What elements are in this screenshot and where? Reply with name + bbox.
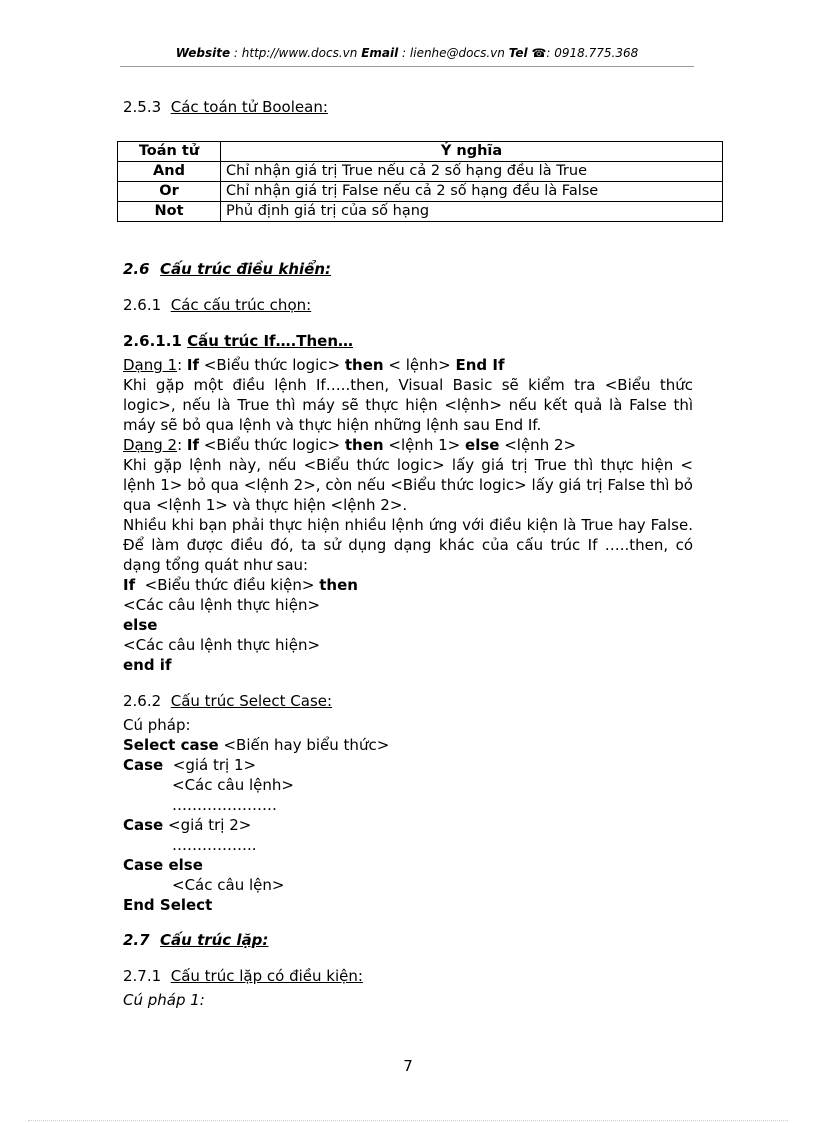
page-bottom-border bbox=[28, 1120, 788, 1121]
table-row bbox=[118, 202, 723, 222]
syntax-label: Cú pháp: bbox=[123, 716, 191, 734]
code-else-line: else bbox=[123, 616, 158, 634]
case-else-statements-line: <Các câu lện> bbox=[172, 876, 285, 894]
select-case-line: Select case <Biến hay biểu thức> bbox=[123, 736, 390, 754]
end-select-line: End Select bbox=[123, 896, 213, 914]
section-2-7-1-heading: 2.7.1 Cấu trúc lặp có điều kiện: bbox=[123, 967, 363, 985]
code-statements-line: <Các câu lệnh thực hiện> bbox=[123, 596, 321, 614]
ellipsis-line: …………….. bbox=[172, 836, 257, 854]
header-divider bbox=[120, 66, 694, 67]
table-header-operator: Toán tử bbox=[118, 142, 221, 162]
boolean-operators-table bbox=[117, 141, 723, 222]
phone-icon: ☎ bbox=[531, 46, 547, 60]
form-2-explanation: Khi gặp lệnh này, nếu <Biểu thức logic> lấy giá trị True thì thực hiện < lệnh 1> bỏ qua <lệnh 2>, còn nếu <Biểu thức logic> lấy giá trị False thì bỏ qua <lệnh 1> và thực hiện <lệnh 2>. bbox=[123, 456, 693, 514]
code-if-line: If <Biểu thức điều kiện> then bbox=[123, 576, 358, 594]
case-else-line: Case else bbox=[123, 856, 203, 874]
code-statements-line: <Các câu lệnh thực hiện> bbox=[123, 636, 321, 654]
meaning-cell: Chỉ nhận giá trị False nếu cả 2 số hạng đều là False bbox=[221, 182, 723, 202]
page-header bbox=[120, 46, 694, 60]
operator-cell: Not bbox=[118, 202, 221, 222]
operator-cell: Or bbox=[118, 182, 221, 202]
section-2-6-1-1-heading: 2.6.1.1 Cấu trúc If….Then… bbox=[123, 332, 354, 350]
website-url: : http://www.docs.vn bbox=[233, 46, 358, 60]
form-2-line: Dạng 2: If <Biểu thức logic> then <lệnh 1> else <lệnh 2> bbox=[123, 436, 577, 454]
table-row bbox=[118, 162, 723, 182]
page-number: 7 bbox=[403, 1057, 413, 1075]
ellipsis-line: ………………… bbox=[172, 796, 277, 814]
case-2-line: Case <giá trị 2> bbox=[123, 816, 252, 834]
section-2-5-3-heading: 2.5.3 Các toán tử Boolean: bbox=[123, 98, 328, 116]
email-address: : lienhe@docs.vn bbox=[402, 46, 505, 60]
table-header-meaning: Ý nghĩa bbox=[221, 142, 723, 162]
case-statements-line: <Các câu lệnh> bbox=[172, 776, 294, 794]
code-endif-line: end if bbox=[123, 656, 172, 674]
table-header-row bbox=[118, 142, 723, 162]
tel-number: : 0918.775.368 bbox=[546, 46, 639, 60]
form-1-explanation: Khi gặp một điều lệnh If…..then, Visual Basic sẽ kiểm tra <Biểu thức logic>, nếu là True thì máy sẽ thực hiện <lệnh> nếu kết quả là False thì máy sẽ bỏ qua lệnh và thực hiện những lệnh sau End If. bbox=[123, 376, 693, 434]
case-1-line: Case <giá trị 1> bbox=[123, 756, 257, 774]
website-label: Website bbox=[175, 46, 231, 60]
section-2-6-1-heading: 2.6.1 Các cấu trúc chọn: bbox=[123, 296, 312, 314]
section-2-6-2-heading: 2.6.2 Cấu trúc Select Case: bbox=[123, 692, 333, 710]
section-2-6-heading: 2.6 Cấu trúc điều khiển: bbox=[123, 260, 332, 278]
syntax-1-label: Cú pháp 1: bbox=[123, 991, 205, 1009]
multi-statement-explanation: Nhiều khi bạn phải thực hiện nhiều lệnh ứng với điều kiện là True hay False. Để làm được điều đó, ta sử dụng dạng khác của cấu trúc If …..then, có dạng tổng quát như sau: bbox=[123, 516, 693, 574]
table-row bbox=[118, 182, 723, 202]
operator-cell: And bbox=[118, 162, 221, 182]
section-2-7-heading: 2.7 Cấu trúc lặp: bbox=[123, 931, 269, 949]
email-label: Email bbox=[361, 46, 399, 60]
meaning-cell: Chỉ nhận giá trị True nếu cả 2 số hạng đều là True bbox=[221, 162, 723, 182]
tel-label: Tel bbox=[508, 46, 528, 60]
form-1-line: Dạng 1: If <Biểu thức logic> then < lệnh> End If bbox=[123, 356, 505, 374]
meaning-cell: Phủ định giá trị của số hạng bbox=[221, 202, 723, 222]
